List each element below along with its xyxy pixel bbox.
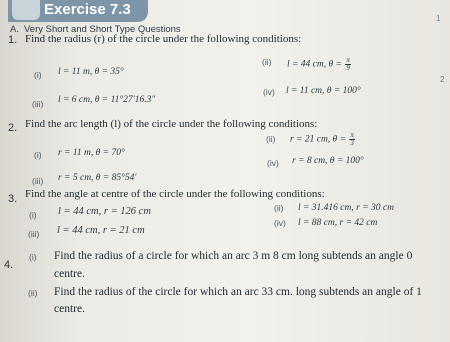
q1-iv-expr: l = 11 cm, θ = 100° bbox=[286, 86, 361, 96]
q2-ii-denominator: 3 bbox=[350, 138, 354, 147]
q2-ii-label: (ii) bbox=[266, 134, 276, 144]
q3-i-expr: l = 44 cm, r = 126 cm bbox=[58, 206, 151, 217]
q4-i-line2: centre. bbox=[54, 268, 85, 280]
q3-i-label: (i) bbox=[29, 210, 37, 220]
q2-iii-expr: r = 5 cm, θ = 85°54′ bbox=[58, 173, 137, 183]
q1-ii-denominator: 9 bbox=[346, 63, 350, 72]
q1-iv-label: (iv) bbox=[263, 87, 275, 97]
q3-ii-label: (ii) bbox=[274, 203, 284, 213]
q2-iv-label: (iv) bbox=[267, 158, 279, 168]
q1-ii-numerator: π bbox=[346, 56, 350, 64]
edge-mark-mid: 2 bbox=[440, 75, 445, 84]
section-title: Very Short and Short Type Questions bbox=[24, 24, 181, 35]
q4-i-label: (i) bbox=[29, 252, 37, 262]
q1-ii-expr bbox=[287, 57, 351, 71]
q1-i-label: (i) bbox=[34, 70, 42, 80]
q2-ii-numerator: π bbox=[350, 131, 354, 139]
q2-ii-pre: r = 21 cm, θ = bbox=[290, 134, 347, 145]
q2-i-expr: r = 11 m, θ = 70° bbox=[58, 148, 125, 158]
q3-iii-expr: l = 44 cm, r = 21 cm bbox=[57, 225, 145, 236]
q3-ii-expr: l = 31.416 cm, r = 30 cm bbox=[298, 203, 394, 213]
q3-text: Find the angle at centre of the circle under the following conditions: bbox=[25, 188, 325, 200]
q1-text: Find the radius (r) of the circle under the following conditions: bbox=[25, 33, 302, 45]
q2-ii-fraction bbox=[349, 132, 355, 146]
q2-number: 2. bbox=[8, 122, 18, 134]
q3-iii-label: (iii) bbox=[28, 229, 40, 239]
q4-number: 4. bbox=[4, 259, 14, 271]
edge-mark-top: 1 bbox=[436, 14, 441, 23]
q2-text: Find the arc length (l) of the circle under the following conditions: bbox=[25, 118, 318, 130]
q4-ii-line2: centre. bbox=[54, 303, 85, 315]
q3-iv-expr: l = 88 cm, r = 42 cm bbox=[298, 218, 378, 228]
q1-ii-pre: l = 44 cm, θ = bbox=[287, 59, 342, 70]
exercise-title: Exercise 7.3 bbox=[44, 1, 131, 18]
q1-ii-label: (ii) bbox=[262, 57, 272, 67]
q2-ii-expr bbox=[290, 132, 355, 146]
q1-number: 1. bbox=[8, 34, 18, 46]
q2-i-label: (i) bbox=[34, 150, 42, 160]
q2-iii-label: (iii) bbox=[32, 176, 44, 186]
q1-ii-fraction bbox=[345, 57, 351, 71]
q1-i-expr: l = 11 m, θ = 35° bbox=[58, 67, 124, 77]
q1-iii-expr: l = 6 cm, θ = 11°27′16.3″ bbox=[58, 95, 156, 105]
q1-iii-label: (iii) bbox=[32, 99, 44, 109]
q3-iv-label: (iv) bbox=[274, 218, 286, 228]
q4-ii-label: (ii) bbox=[28, 288, 38, 298]
q3-number: 3. bbox=[8, 193, 18, 205]
section-letter: A. bbox=[10, 24, 19, 35]
q2-iv-expr: r = 8 cm, θ = 100° bbox=[292, 156, 364, 166]
q4-ii-line1: Find the radius of the circle for which an arc 33 cm. long subtends an angle of 1 bbox=[54, 287, 422, 298]
banner-badge-icon bbox=[12, 0, 40, 20]
q4-i-line1: Find the radius of a circle for which an arc 3 m 8 cm long subtends an angle 0 bbox=[54, 251, 413, 262]
